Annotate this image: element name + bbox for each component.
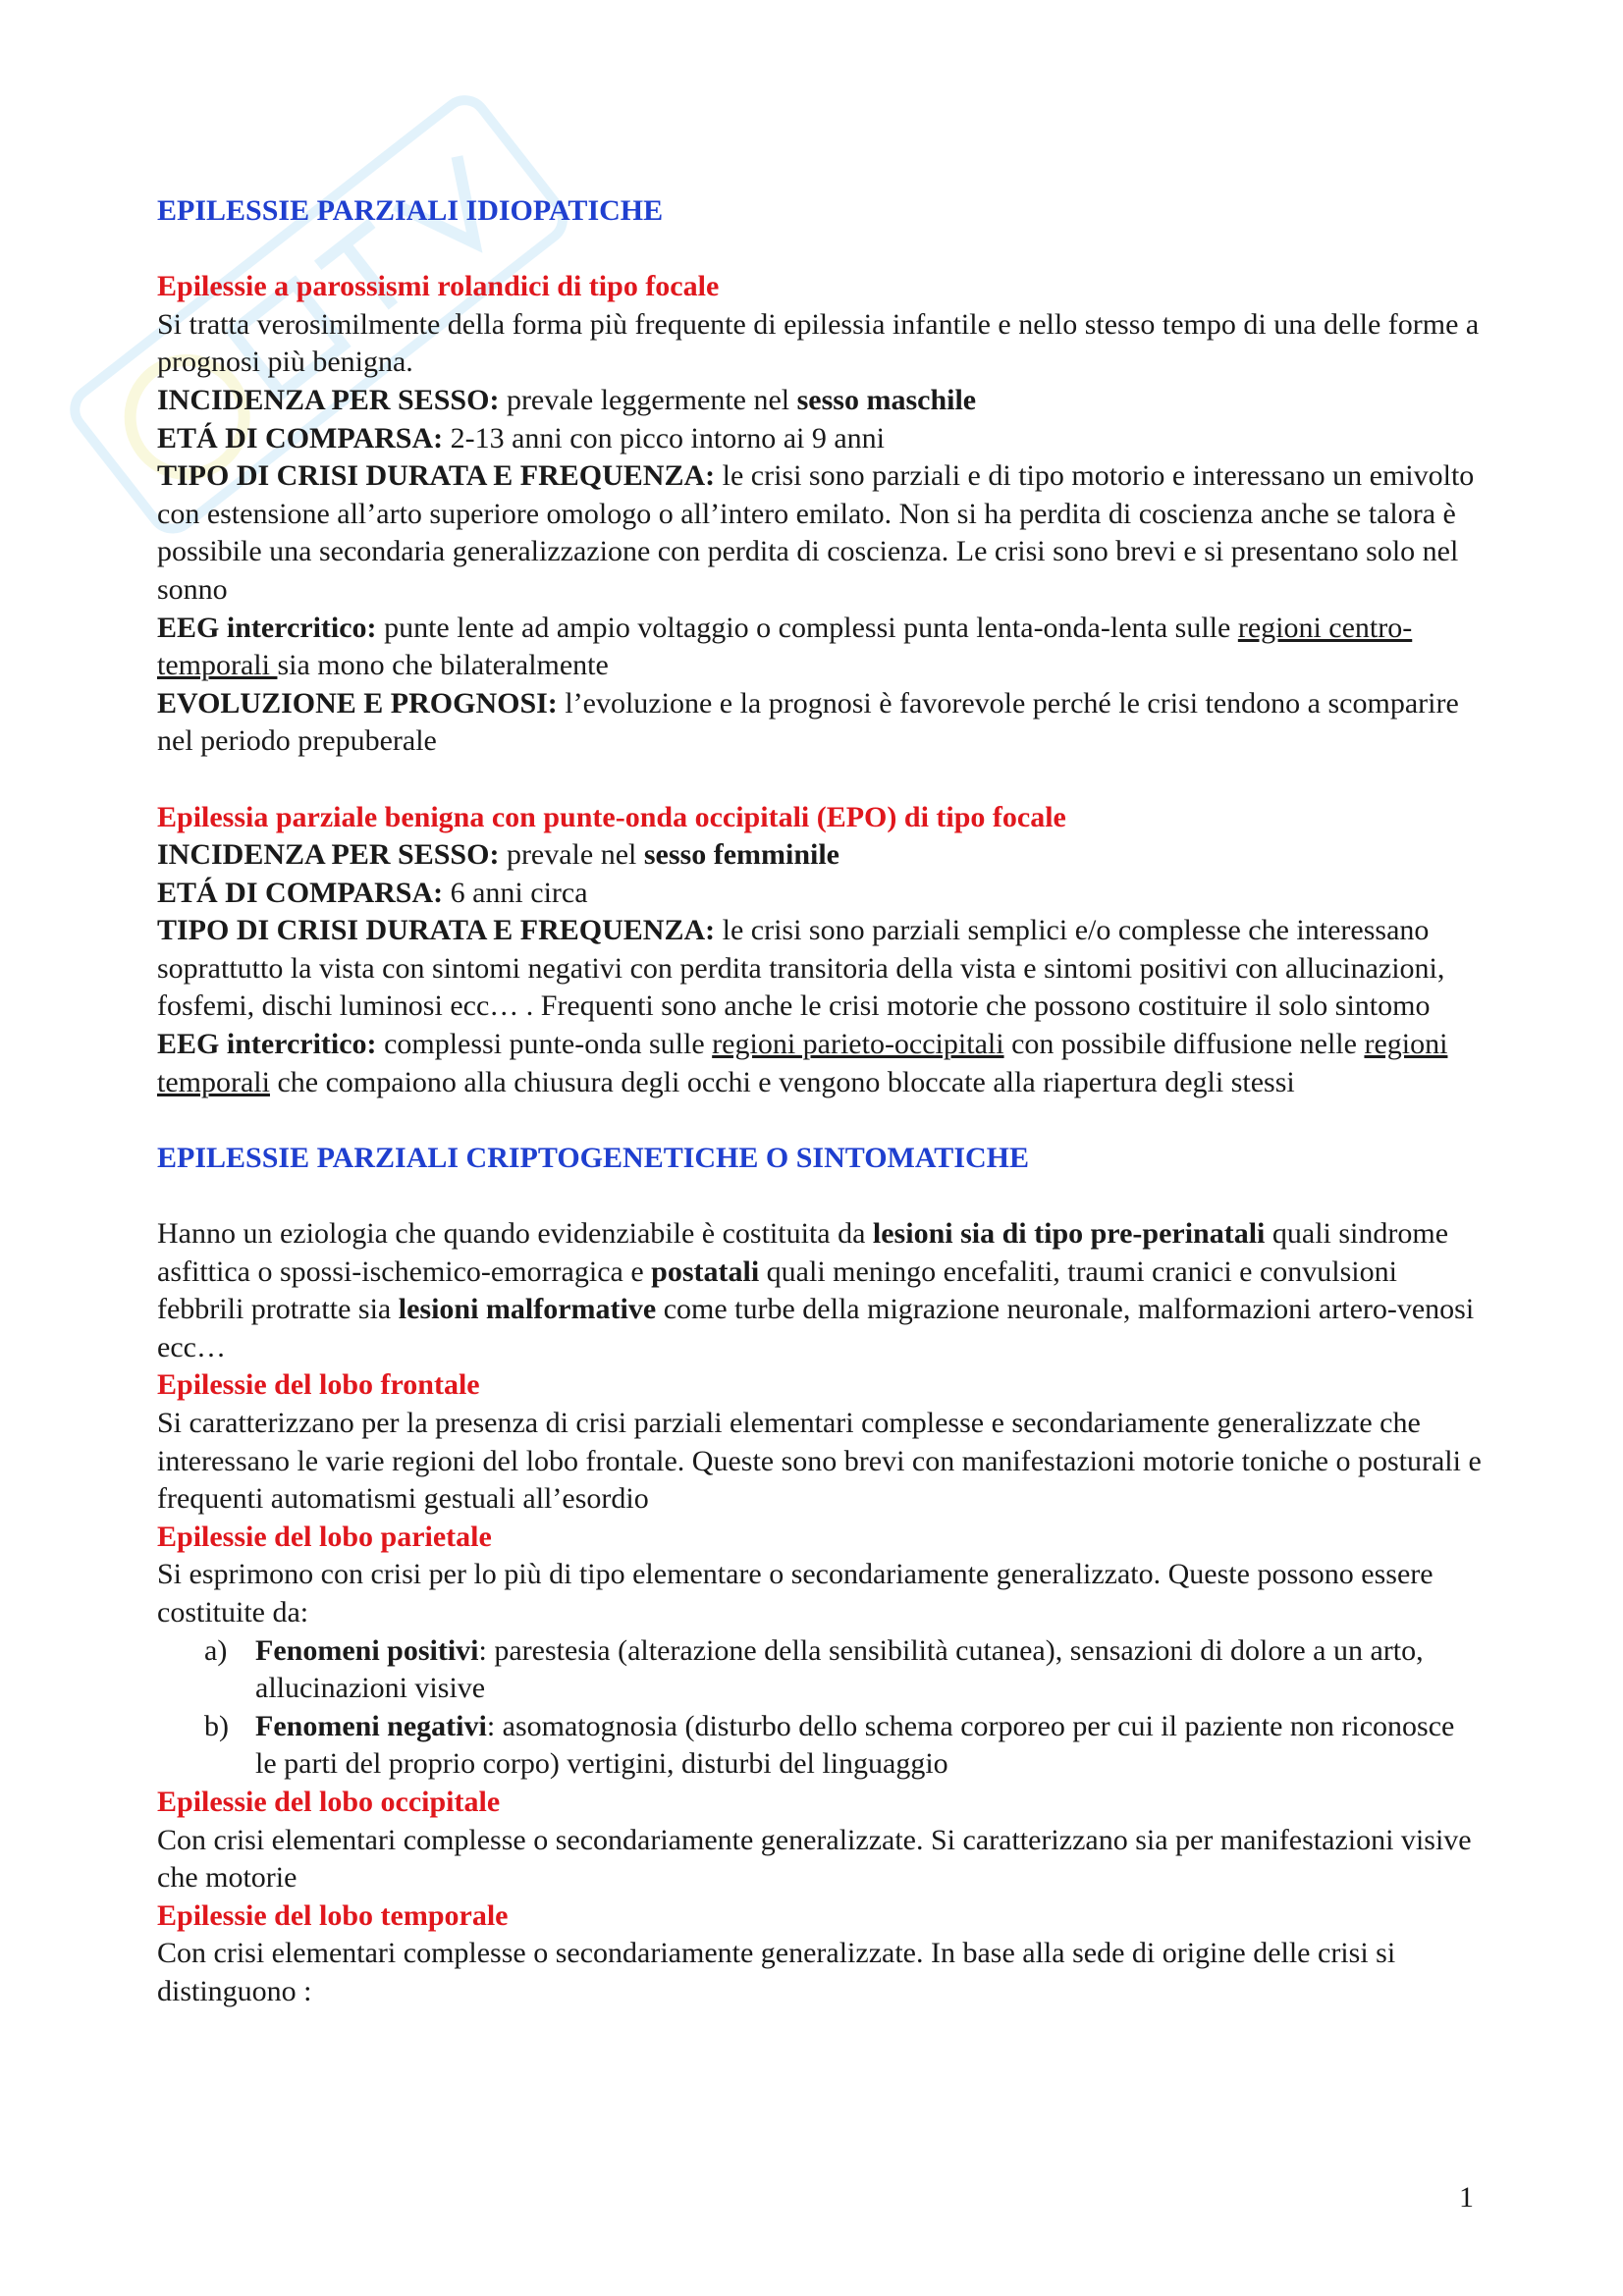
list-fenomeni (157, 1632, 1483, 1784)
section-title-criptogenetiche: EPILESSIE PARZIALI CRIPTOGENETICHE O SINTOMATICHE (157, 1141, 1030, 1174)
paragraph-occipitale: Con crisi elementari complesse o secondariamente generalizzate. Si caratterizzano sia per manifestazioni visive che motorie (157, 1823, 1472, 1895)
label-eeg: EEG intercritico: (157, 611, 377, 644)
label-evoluzione: EVOLUZIONE E PROGNOSI: (157, 686, 558, 720)
paragraph-temporale: Con crisi elementari complesse o secondariamente generalizzate. In base alla sede di origine delle crisi si distinguono : (157, 1937, 1396, 2007)
label-incidenza: INCIDENZA PER SESSO: (157, 838, 500, 872)
section-title-idiopatiche: EPILESSIE PARZIALI IDIOPATICHE (157, 194, 664, 227)
subsection-title-parietale: Epilessie del lobo parietale (157, 1520, 492, 1553)
label-incidenza: INCIDENZA PER SESSO: (157, 383, 500, 416)
subsection-title-epo: Epilessia parziale benigna con punte-onda occipitali (EPO) di tipo focale (157, 800, 1066, 833)
paragraph-eta-rolandici: ETÁ DI COMPARSA: 2-13 anni con picco intorno ai 9 anni (157, 421, 885, 454)
paragraph-intro-rolandici: Si tratta verosimilmente della forma più frequente di epilessia infantile e nello stesso tempo di una delle forme a prognosi più benigna. (157, 307, 1480, 379)
label-eeg: EEG intercritico: (157, 1028, 377, 1061)
paragraph-frontale: Si caratterizzano per la presenza di crisi parziali elementari complesse e secondariamente generalizzate che interessano le varie regioni del lobo frontale. Queste sono brevi con manifestazioni motorie toniche o posturali e frequenti automatismi gestuali all’esordio (157, 1407, 1482, 1516)
page-number: 1 (1459, 2181, 1474, 2214)
paragraph-eziologia: Hanno un eziologia che quando evidenziabile è costituita da lesioni sia di tipo pre-perinatali quali sindrome asfittica o spossi-ischemico-emorragica e postatali quali meningo encefaliti, traumi cranici e convulsioni febbrili protratte sia lesioni malformative come turbe della migrazione neuronale, malformazioni artero-venosi ecc… (157, 1217, 1475, 1363)
document-body (157, 192, 1483, 2011)
list-marker: a) (204, 1633, 228, 1667)
subsection-title-temporale: Epilessie del lobo temporale (157, 1898, 509, 1932)
list-marker: b) (204, 1709, 229, 1742)
list-item: b) Fenomeni negativi: asomatognosia (disturbo dello schema corporeo per cui il paziente non riconosce le parti del proprio corpo) vertigini, disturbi del linguaggio (204, 1709, 1455, 1781)
paragraph-evoluzione-rolandici: EVOLUZIONE E PROGNOSI: l’evoluzione e la prognosi è favorevole perché le crisi tendono a scomparire nel periodo prepuberale (157, 686, 1459, 758)
label-tipo: TIPO DI CRISI DURATA E FREQUENZA: (157, 914, 716, 947)
paragraph-tipo-epo: TIPO DI CRISI DURATA E FREQUENZA: le crisi sono parziali semplici e/o complesse che interessano soprattutto la vista con sintomi negativi con perdita transitoria della vista e sintomi positivi con allucinazioni, fosfemi, dischi luminosi ecc… . Frequenti sono anche le crisi motorie che possono costituire il solo sintomo (157, 914, 1445, 1023)
subsection-title-rolandici: Epilessie a parossismi rolandici di tipo focale (157, 270, 720, 303)
paragraph-incidenza-rolandici: INCIDENZA PER SESSO: prevale leggermente nel sesso maschile (157, 383, 977, 416)
paragraph-tipo-rolandici: TIPO DI CRISI DURATA E FREQUENZA: le crisi sono parziali e di tipo motorio e interessano un emivolto con estensione all’arto superiore omologo o all’intero emilato. Non si ha perdita di coscienza anche se talora è possibile una secondaria generalizzazione con perdita di coscienza. Le crisi sono brevi e si presentano solo nel sonno (157, 459, 1475, 606)
paragraph-parietale: Si esprimono con crisi per lo più di tipo elementare o secondariamente generalizzato. Queste possono essere costituite da: (157, 1558, 1434, 1629)
subsection-title-occipitale: Epilessie del lobo occipitale (157, 1785, 501, 1818)
label-tipo: TIPO DI CRISI DURATA E FREQUENZA: (157, 459, 716, 493)
list-item: a) Fenomeni positivi: parestesia (alterazione della sensibilità cutanea), sensazioni di dolore a un arto, allucinazioni visive (204, 1633, 1424, 1705)
paragraph-eeg-rolandici: EEG intercritico: punte lente ad ampio voltaggio o complessi punta lenta-onda-lenta sulle regioni centro-temporali sia mono che bilateralmente (157, 611, 1413, 682)
paragraph-eeg-epo: EEG intercritico: complessi punte-onda sulle regioni parieto-occipitali con possibile diffusione nelle regioni temporali che compaiono alla chiusura degli occhi e vengono bloccate alla riapertura degli stessi (157, 1028, 1448, 1098)
label-eta: ETÁ DI COMPARSA: (157, 876, 444, 909)
subsection-title-frontale: Epilessie del lobo frontale (157, 1368, 480, 1402)
label-eta: ETÁ DI COMPARSA: (157, 421, 444, 454)
paragraph-incidenza-epo: INCIDENZA PER SESSO: prevale nel sesso femminile (157, 838, 839, 872)
paragraph-eta-epo: ETÁ DI COMPARSA: 6 anni circa (157, 876, 588, 909)
